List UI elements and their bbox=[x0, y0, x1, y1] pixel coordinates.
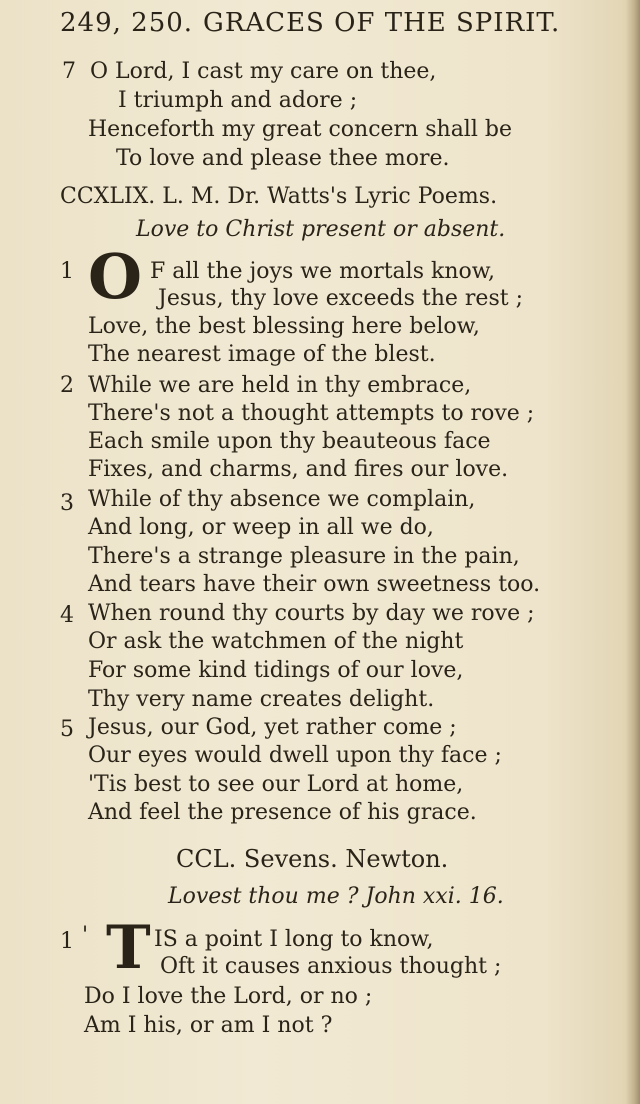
verse-line: Our eyes would dwell upon thy face ; bbox=[88, 743, 502, 768]
verse-line: Thy very name creates delight. bbox=[88, 687, 435, 712]
hymn-subtitle: Love to Christ present or absent. bbox=[136, 217, 506, 242]
verse-number: 4 bbox=[60, 603, 74, 628]
verse-line: Each smile upon thy beauteous face bbox=[88, 429, 491, 454]
verse-line: The nearest image of the blest. bbox=[88, 342, 436, 367]
verse-number: 3 bbox=[60, 491, 74, 516]
verse-number: 7 bbox=[62, 59, 76, 84]
verse-line: While we are held in thy embrace, bbox=[88, 373, 472, 398]
drop-cap: O bbox=[88, 240, 143, 313]
page-edge-shadow bbox=[626, 0, 640, 1104]
verse-line: Jesus, thy love exceeds the rest ; bbox=[158, 286, 523, 311]
verse-line: Am I his, or am I not ? bbox=[84, 1013, 333, 1038]
verse-line: I triumph and adore ; bbox=[118, 88, 358, 113]
verse-line: There's not a thought attempts to rove ; bbox=[88, 401, 535, 426]
opening-quote: ' bbox=[82, 923, 89, 948]
verse-line: To love and please thee more. bbox=[116, 146, 450, 171]
verse-line: And long, or weep in all we do, bbox=[88, 515, 434, 540]
verse-number: 1 bbox=[60, 259, 74, 284]
verse-line: While of thy absence we complain, bbox=[88, 487, 476, 512]
verse-line: There's a strange pleasure in the pain, bbox=[88, 544, 520, 569]
verse-line: IS a point I long to know, bbox=[154, 927, 434, 952]
verse-line: 'Tis best to see our Lord at home, bbox=[88, 772, 464, 797]
verse-line: For some kind tidings of our love, bbox=[88, 658, 464, 683]
running-header bbox=[60, 8, 560, 38]
verse-line: Love, the best blessing here below, bbox=[88, 314, 480, 339]
hymn-title: CCXLIX. L. M. Dr. Watts's Lyric Poems. bbox=[60, 184, 498, 209]
hymn-title: CCL. Sevens. Newton. bbox=[176, 845, 449, 873]
verse-line: And feel the presence of his grace. bbox=[88, 800, 477, 825]
verse-line: Fixes, and charms, and fires our love. bbox=[88, 457, 509, 482]
verse-line: Or ask the watchmen of the night bbox=[88, 629, 464, 654]
verse-line: O Lord, I cast my care on thee, bbox=[90, 59, 437, 84]
hymn-subtitle: Lovest thou me ? John xxi. 16. bbox=[168, 884, 504, 909]
verse-line: F all the joys we mortals know, bbox=[150, 259, 495, 284]
drop-cap: T bbox=[106, 913, 151, 983]
page-numbers: 249, 250. bbox=[60, 8, 194, 38]
running-title: GRACES OF THE SPIRIT. bbox=[203, 8, 561, 38]
verse-line: Jesus, our God, yet rather come ; bbox=[88, 715, 457, 740]
verse-line: Do I love the Lord, or no ; bbox=[84, 984, 373, 1009]
verse-line: Henceforth my great concern shall be bbox=[88, 117, 512, 142]
verse-number: 2 bbox=[60, 373, 74, 398]
verse-number: 1 bbox=[60, 929, 74, 954]
verse-number: 5 bbox=[60, 717, 74, 742]
verse-line: And tears have their own sweetness too. bbox=[88, 572, 541, 597]
verse-line: When round thy courts by day we rove ; bbox=[88, 601, 535, 626]
verse-line: Oft it causes anxious thought ; bbox=[160, 954, 502, 979]
